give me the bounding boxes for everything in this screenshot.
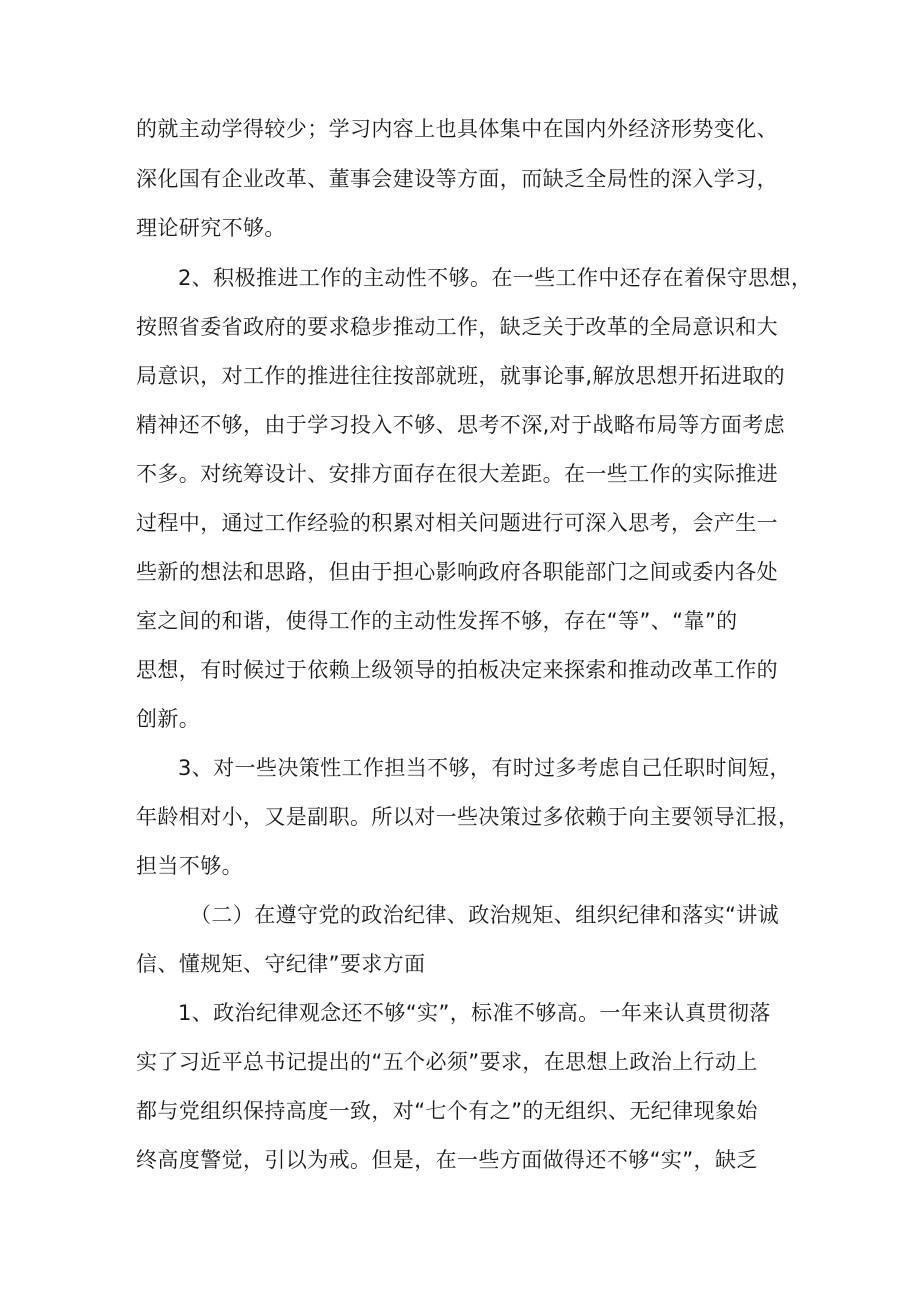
text-line: 实了习近平总书记提出的“五个必须”要求，在思想上政治上行动上	[136, 1050, 758, 1074]
text-line: 深化国有企业改革、董事会建设等方面，而缺乏全局性的深入学习，	[136, 167, 778, 191]
text-line: 终高度警觉，引以为戒。但是，在一些方面做得还不够“实”，缺乏	[136, 1148, 758, 1172]
text-line: 些新的想法和思路，但由于担心影响政府各职能部门之间或委内各处	[136, 560, 778, 584]
text-line: 年龄相对小，又是副职。所以对一些决策过多依赖于向主要领导汇报，	[136, 805, 800, 829]
text-line: 理论研究不够。	[136, 216, 286, 240]
text-line: 的就主动学得较少；学习内容上也具体集中在国内外经济形势变化、	[136, 117, 778, 141]
text-line: 信、懂规矩、守纪律”要求方面	[136, 952, 426, 976]
text-line: 过程中，通过工作经验的积累对相关问题进行可深入思考，会产生一	[136, 511, 778, 535]
text-line: 思想，有时候过于依赖上级领导的拍板决定来探索和推动改革工作的	[136, 658, 778, 682]
text-line: 不多。对统筹设计、安排方面存在很大差距。在一些工作的实际推进	[136, 462, 778, 486]
text-line: 都与党组织保持高度一致，对“七个有之”的无组织、无纪律现象始	[136, 1099, 758, 1123]
text-line: 1、政治纪律观念还不够“实”，标准不够高。一年来认真贯彻落	[178, 1001, 771, 1025]
text-line: 精神还不够，由于学习投入不够、思考不深,对于战略布局等方面考虑	[136, 413, 786, 437]
text-line: （二）在遵守党的政治纪律、政治规矩、组织纪律和落实“讲诚	[190, 903, 780, 927]
text-line: 2、积极推进工作的主动性不够。在一些工作中还存在着保守思想，	[178, 266, 813, 290]
text-line: 按照省委省政府的要求稳步推动工作，缺乏关于改革的全局意识和大	[136, 315, 778, 339]
text-line: 创新。	[136, 707, 201, 731]
text-line: 局意识，对工作的推进往往按部就班，就事论事,解放思想开拓进取的	[136, 364, 786, 388]
text-line: 担当不够。	[136, 854, 243, 878]
text-line: 室之间的和谐，使得工作的主动性发挥不够，存在“等”、“靠”的	[136, 609, 738, 633]
text-line: 3、对一些决策性工作担当不够，有时过多考虑自己任职时间短，	[178, 756, 791, 780]
